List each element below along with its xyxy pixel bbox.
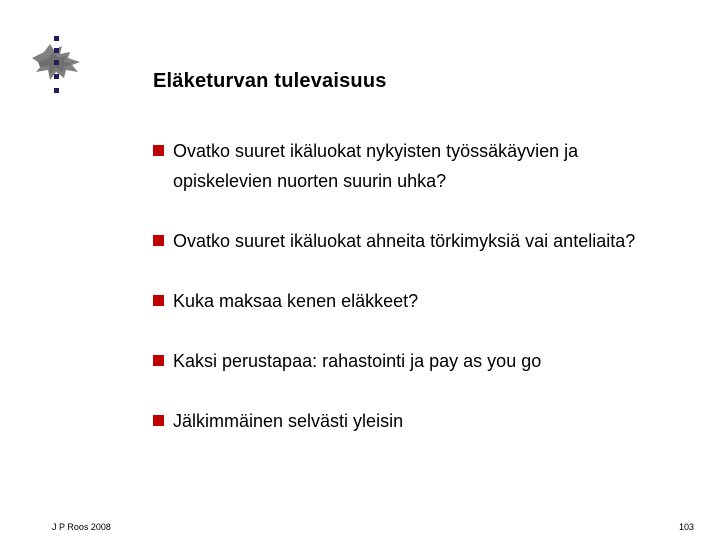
bullet-square-icon: [153, 145, 164, 156]
bullet-text-line: Ovatko suuret ikäluokat nykyisten työssäkäyvien ja: [173, 141, 579, 161]
bullet-item: [153, 406, 713, 436]
bullet-text-line: Kaksi perustapaa: rahastointi ja pay as you go: [173, 351, 542, 371]
bullet-text-line: Jälkimmäinen selvästi yleisin: [173, 411, 404, 431]
footer-author: J P Roos 2008: [52, 522, 111, 532]
bullet-text-line: opiskelevien nuorten suurin uhka?: [173, 171, 447, 191]
bullet-item: [153, 136, 713, 196]
bullet-item: [153, 286, 713, 316]
bullet-text-line: Kuka maksaa kenen eläkkeet?: [173, 291, 419, 311]
bullet-square-icon: [153, 295, 164, 306]
bullet-square-icon: [153, 415, 164, 426]
bullet-item: [153, 226, 713, 256]
bullet-item: [153, 346, 713, 376]
bullet-square-icon: [153, 235, 164, 246]
bullet-text-line: Ovatko suuret ikäluokat ahneita törkimyksiä vai anteliaita?: [173, 231, 636, 251]
slide-title: Eläketurvan tulevaisuus: [153, 70, 387, 92]
page-number: 103: [678, 522, 694, 532]
bullet-list: [153, 136, 713, 436]
university-logo-icon: [24, 34, 90, 96]
bullet-square-icon: [153, 355, 164, 366]
